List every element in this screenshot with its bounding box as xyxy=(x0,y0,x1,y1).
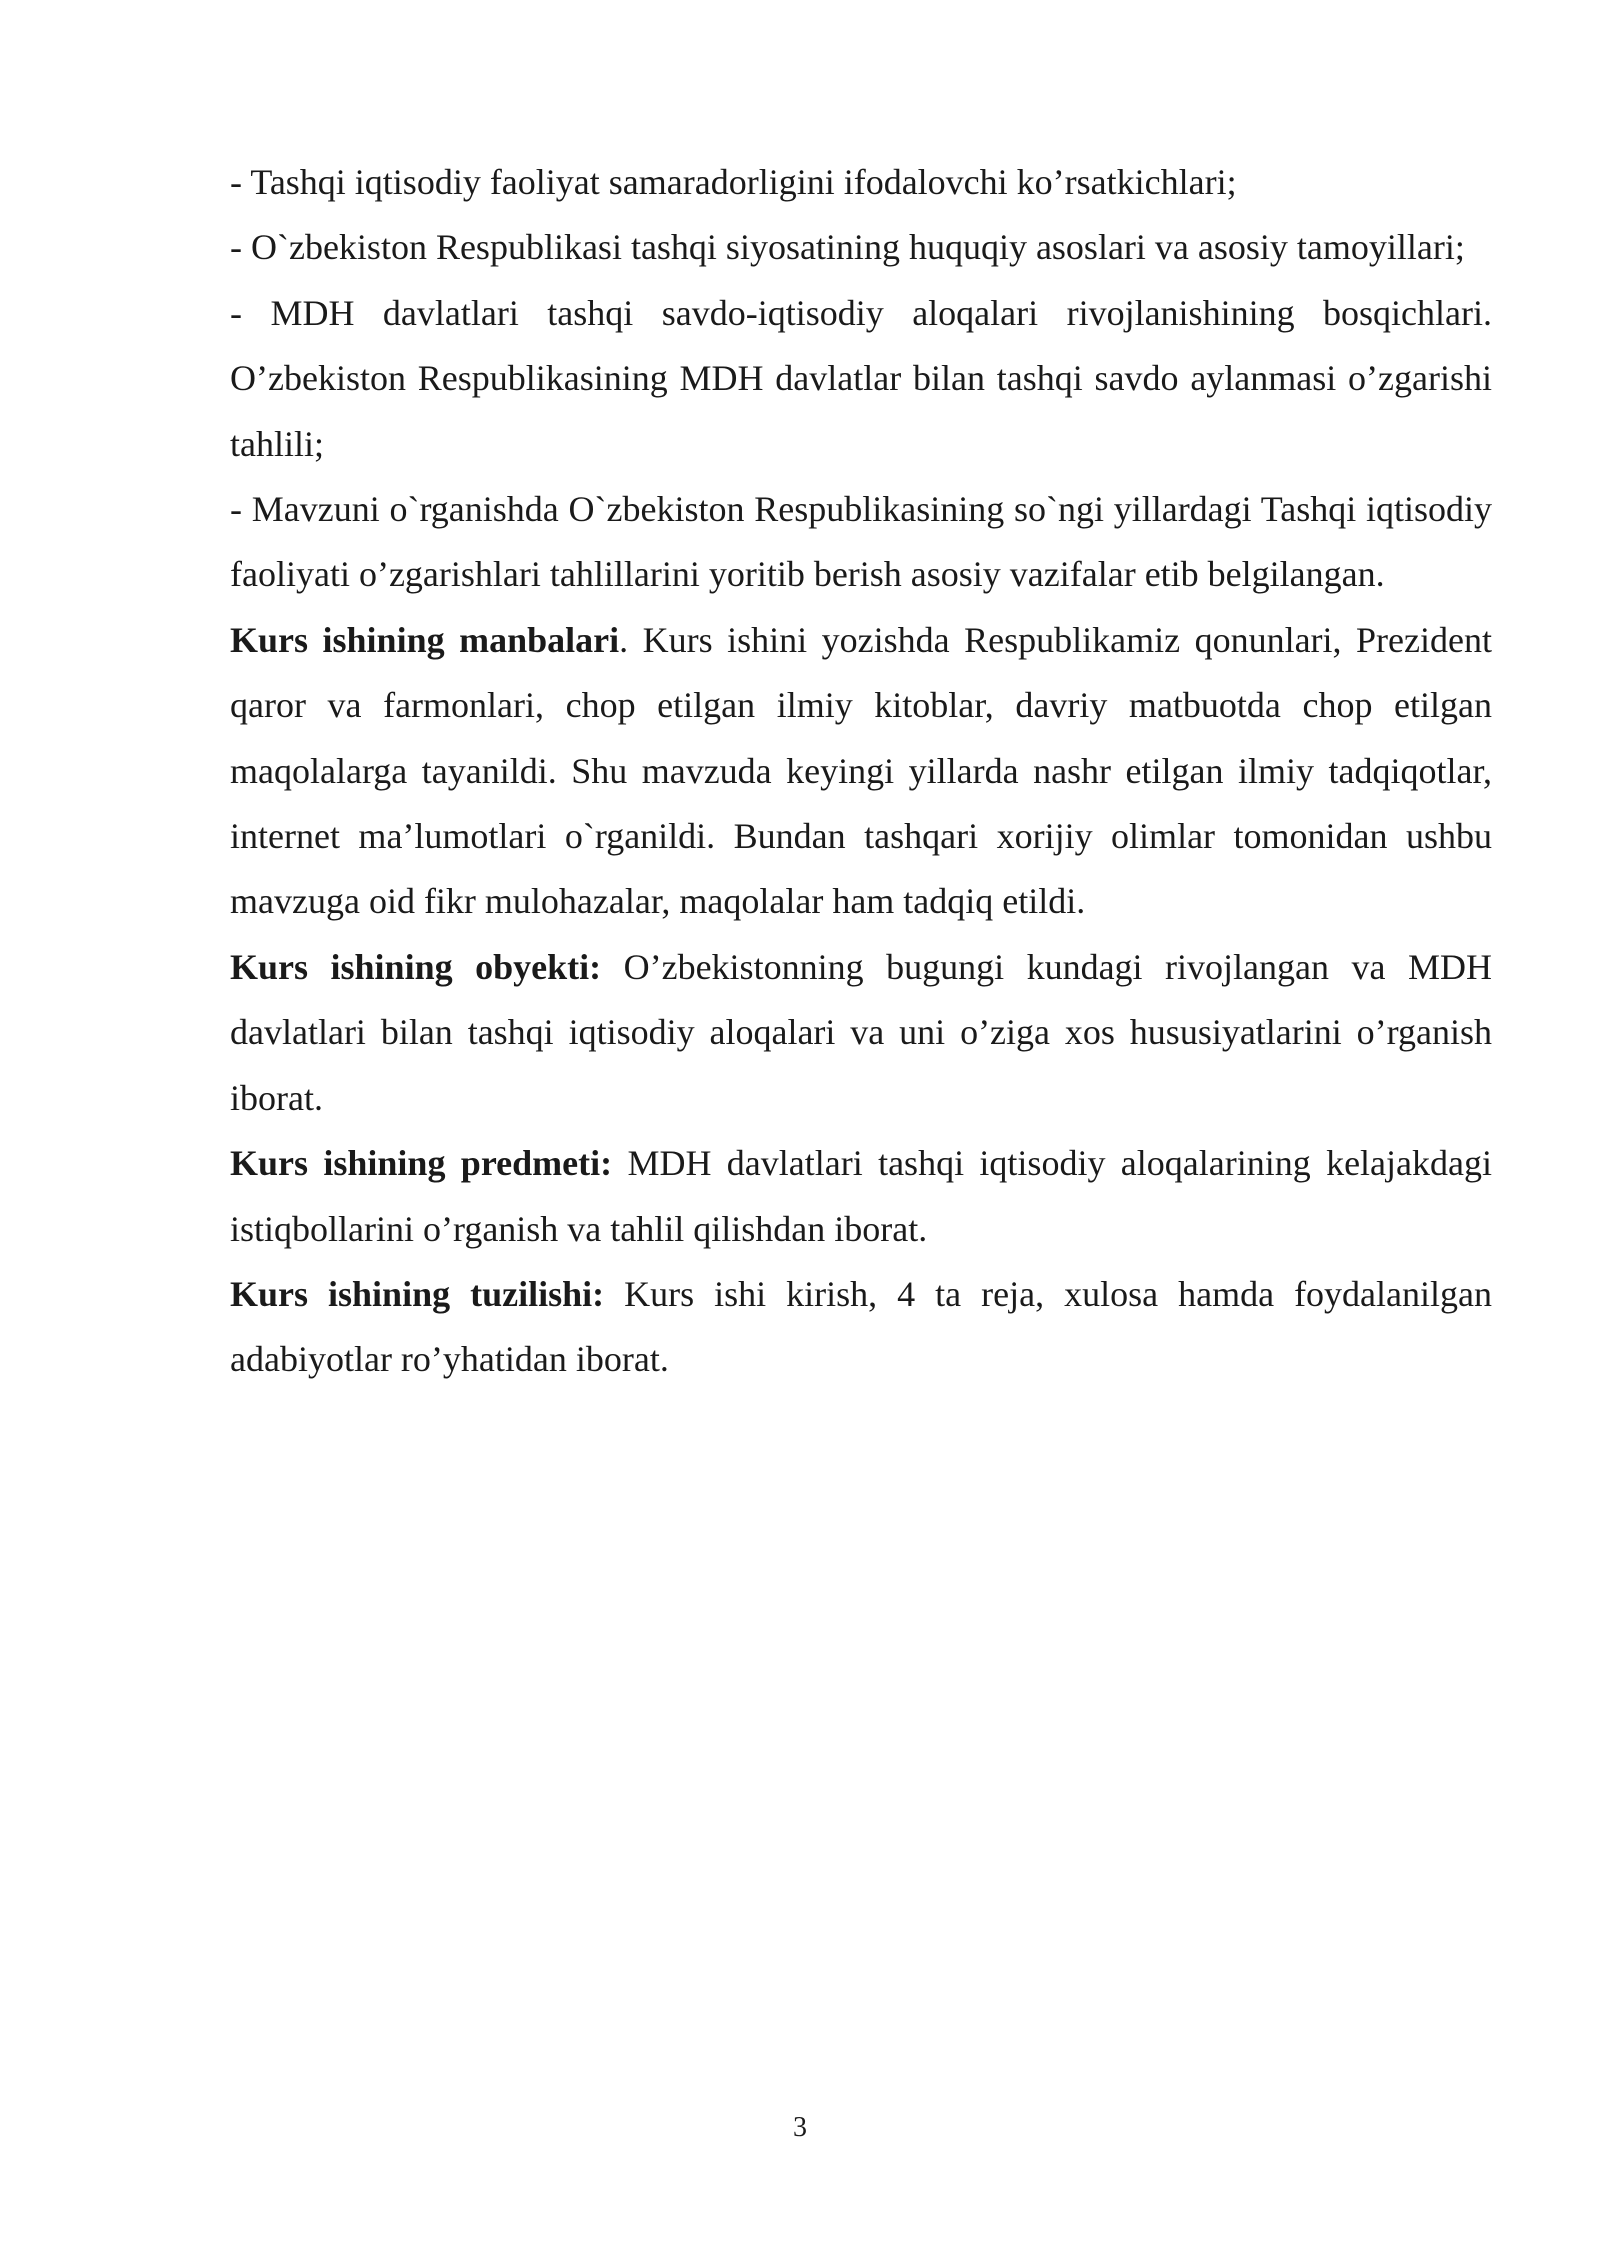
paragraph-text: - O`zbekiston Respublikasi tashqi siyosatining huquqiy asoslari va asosiy tamoyillari; xyxy=(230,227,1465,268)
paragraph-text: Kurs ishi kirish, 4 ta reja, xulosa hamda foydalanilgan adabiyotlar ro’yhatidan iborat. xyxy=(230,1273,1492,1380)
bullet-tasks xyxy=(230,477,1492,608)
document-body xyxy=(230,150,1492,1393)
paragraph-structure xyxy=(230,1262,1492,1393)
paragraph-object xyxy=(230,935,1492,1131)
bullet-indicators xyxy=(230,150,1492,215)
paragraph-text: O’zbekistonning bugungi kundagi rivojlangan va MDH davlatlari bilan tashqi iqtisodiy aloqalari va uni o’ziga xos hususiyatlarini o’rganish iborat. xyxy=(230,946,1492,1118)
bullet-cis-stages xyxy=(230,281,1492,477)
paragraph-lead: Kurs ishining predmeti: xyxy=(230,1143,613,1184)
paragraph-lead: Kurs ishining manbalari xyxy=(230,619,620,660)
paragraph-text: MDH davlatlari tashqi iqtisodiy aloqalarining kelajakdagi istiqbollarini o’rganish va tahlil qilishdan iborat. xyxy=(230,1143,1492,1249)
paragraph-lead: Kurs ishining obyekti: xyxy=(230,946,602,987)
paragraph-sources xyxy=(230,608,1492,935)
paragraph-lead: Kurs ishining tuzilishi: xyxy=(230,1273,605,1314)
paragraph-text: - MDH davlatlari tashqi savdo-iqtisodiy aloqalari rivojlanishining bosqichlari. O’zbekiston Respublikasining MDH davlatlar bilan tashqi savdo aylanmasi o’zgarishi tahlili; xyxy=(230,292,1492,464)
bullet-legal-foundations xyxy=(230,215,1492,280)
paragraph-text: - Mavzuni o`rganishda O`zbekiston Respublikasining so`ngi yillardagi Tashqi iqtisodiy faoliyati o’zgarishlari tahlillarini yoritib berish asosiy vazifalar etib belgilangan. xyxy=(230,489,1492,595)
paragraph-text: - Tashqi iqtisodiy faoliyat samaradorligini ifodalovchi ko’rsatkichlari; xyxy=(230,162,1237,202)
paragraph-subject xyxy=(230,1131,1492,1262)
paragraph-text: . Kurs ishini yozishda Respublikamiz qonunlari, Prezident qaror va farmonlari, chop etilgan ilmiy kitoblar, davriy matbuotda chop etilgan maqolalarga tayanildi. Shu mavzuda keyingi yillarda nashr etilgan ilmiy tadqiqotlar, internet ma’lumotlari o`rganildi. Bundan tashqari xorijiy olimlar tomonidan ushbu mavzuga oid fikr mulohazalar, maqolalar ham tadqiq etildi. xyxy=(230,619,1492,922)
page-number: 3 xyxy=(793,2112,807,2143)
